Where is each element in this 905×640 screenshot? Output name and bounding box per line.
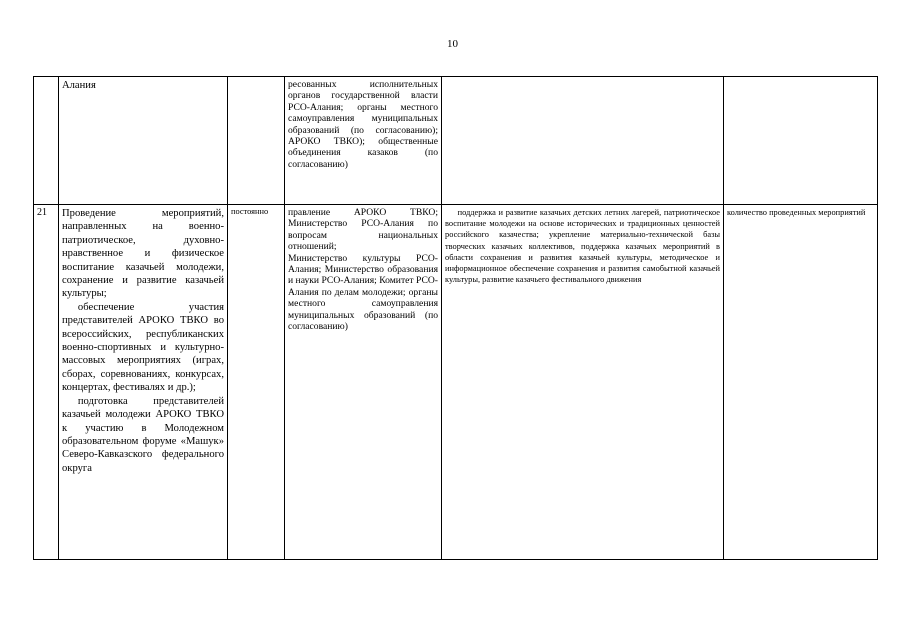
event-cell: [59, 77, 228, 205]
event-cell: [59, 205, 228, 560]
executors-cell: [285, 77, 442, 205]
executors-text: правление АРОКО ТВКО; Министерство РСО-Алания по вопросам национальных отношений;: [288, 207, 438, 253]
result-cell: [442, 205, 724, 560]
event-text: обеспечение участия представителей АРОКО ТВКО во всероссийских, республиканских военно-спортивных и культурно-массовых мероприятиях (играх, сборах, соревнованиях, конкурсах, концертах, фестивалях и др.);: [62, 301, 224, 394]
event-text: Алания: [62, 80, 96, 91]
event-text: Проведение мероприятий, направленных на военно-патриотическое, духовно-нравственное и физическое воспитание казачьей молодежи, сохранение и развитие казачьей культуры;: [62, 208, 224, 300]
row-number-cell: [34, 77, 59, 205]
row-number-cell: 21: [34, 205, 59, 560]
executors-cell: [285, 205, 442, 560]
table-row: [34, 205, 878, 560]
term-cell: [228, 77, 285, 205]
event-text: подготовка представителей казачьей молодежи АРОКО ТВКО к участию в Молодежном образовательном форуме «Машук» Северо-Кавказского федерального округа: [62, 395, 224, 474]
indicator-cell: [724, 77, 878, 205]
executors-text: Министерство культуры РСО-Алания; Министерство образования и науки РСО-Алания; Комитет РСО-Алания по делам молодежи; органы местного самоуправления муниципальных образований (по согласованию): [288, 252, 438, 333]
page-number: 10: [447, 38, 458, 50]
executors-text: ресованных исполнительных органов государственной власти РСО-Алания; органы местного самоуправления муниципальных образований (по согласованию); АРОКО ТВКО); общественные объединения казаков (по согласованию): [288, 79, 438, 170]
result-cell: [442, 77, 724, 205]
indicator-cell: количество проведенных мероприятий: [724, 205, 878, 560]
table-row: [34, 77, 878, 205]
term-cell: постоянно: [228, 205, 285, 560]
measures-table: [33, 76, 878, 560]
result-text: поддержка и развитие казачьих детских летних лагерей, патриотическое воспитание молодежи на основе исторических и традиционных ценностей российского казачества; укрепление материально-технической базы творческих казачьих коллективов, поддержка казачьих мероприятий в области сохранения и развития казачьей культуры, методическое и информационное обеспечение сохранения и развития самобытной казачьей культуры, развитие казачьего фестивального движения: [445, 208, 720, 285]
